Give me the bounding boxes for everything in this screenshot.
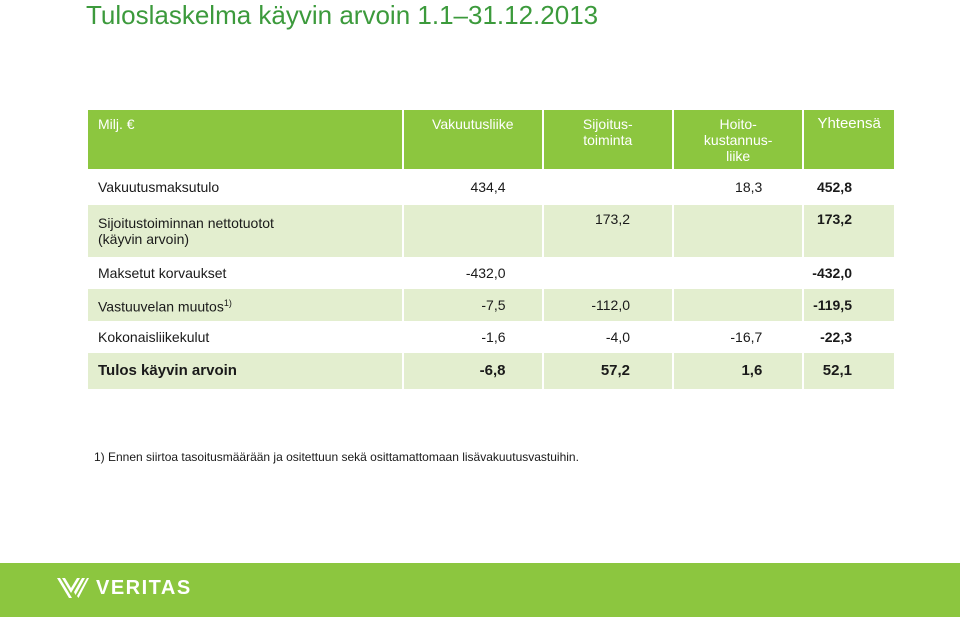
cell-vakuutusliike: -7,5 <box>404 289 543 321</box>
row-label: Kokonaisliikekulut <box>88 321 404 353</box>
cell-sijoitustoiminta <box>544 257 675 289</box>
cell-hoitokustannusliike: 18,3 <box>674 169 804 205</box>
cell-sijoitustoiminta: 57,2 <box>544 353 675 393</box>
veritas-logo <box>56 574 192 602</box>
footnote-mark: 1) <box>223 298 232 309</box>
cell-yhteensa: -119,5 <box>804 289 894 321</box>
row-label: Maksetut korvaukset <box>88 257 404 289</box>
cell-yhteensa: 173,2 <box>804 205 894 257</box>
cell-sijoitustoiminta: -4,0 <box>544 321 675 353</box>
cell-vakuutusliike: -432,0 <box>404 257 543 289</box>
page-title: Tuloslaskelma käyvin arvoin 1.1–31.12.2013 <box>86 0 599 30</box>
table-row <box>88 169 894 205</box>
table-row <box>88 321 894 353</box>
cell-hoitokustannusliike: -16,7 <box>674 321 804 353</box>
logo-text: VERITAS <box>96 576 192 599</box>
row-label: Vakuutusmaksutulo <box>88 169 404 205</box>
cell-sijoitustoiminta: 173,2 <box>544 205 675 257</box>
cell-hoitokustannusliike <box>674 289 804 321</box>
row-label: Tulos käyvin arvoin <box>88 353 404 393</box>
header-sijoitustoiminta: Sijoitus- toiminta <box>544 110 675 169</box>
cell-vakuutusliike: 434,4 <box>404 169 543 205</box>
cell-yhteensa: -22,3 <box>804 321 894 353</box>
income-statement-table <box>88 110 894 393</box>
table-row <box>88 257 894 289</box>
row-label: Sijoitustoiminnan nettotuotot (käyvin arvoin) <box>88 205 404 257</box>
table-row <box>88 289 894 321</box>
cell-vakuutusliike: -6,8 <box>404 353 543 393</box>
cell-sijoitustoiminta <box>544 169 675 205</box>
cell-hoitokustannusliike: 1,6 <box>674 353 804 393</box>
header-yhteensa: Yhteensä <box>804 110 894 169</box>
header-vakuutusliike: Vakuutusliike <box>404 110 543 169</box>
row-label: Vastuuvelan muutos$^{1)}$ <box>88 289 404 321</box>
cell-vakuutusliike: -1,6 <box>404 321 543 353</box>
header-unit: Milj. € <box>88 110 404 169</box>
table-row-total <box>88 353 894 393</box>
cell-yhteensa: -432,0 <box>804 257 894 289</box>
cell-yhteensa: 52,1 <box>804 353 894 393</box>
table-row <box>88 205 894 257</box>
footnote: 1) Ennen siirtoa tasoitusmäärään ja ositettuun sekä osittamattomaan lisävakuutusvastuihin. <box>94 450 579 464</box>
cell-vakuutusliike <box>404 205 543 257</box>
cell-sijoitustoiminta: -112,0 <box>544 289 675 321</box>
header-hoitokustannusliike: Hoito- kustannus- liike <box>674 110 804 169</box>
cell-yhteensa: 452,8 <box>804 169 894 205</box>
veritas-v-logo-icon <box>56 576 90 600</box>
cell-hoitokustannusliike <box>674 257 804 289</box>
table-header-row <box>88 110 894 169</box>
cell-hoitokustannusliike <box>674 205 804 257</box>
